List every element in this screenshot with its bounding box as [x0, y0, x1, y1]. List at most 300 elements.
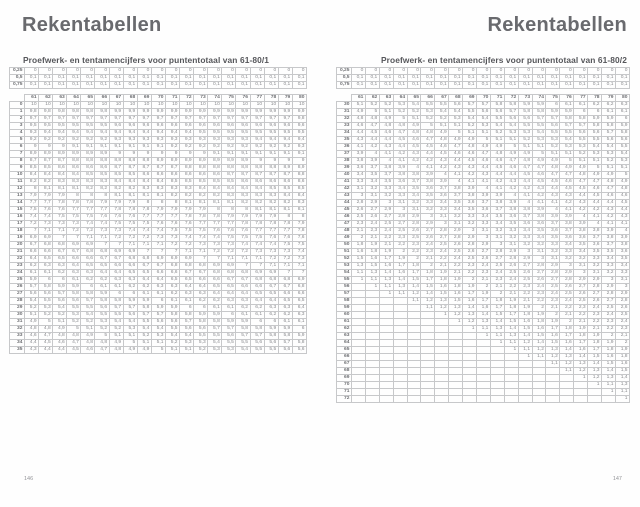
grade-cell: 7,4 — [39, 214, 53, 221]
grade-cell: 7,4 — [123, 228, 137, 235]
grade-cell: 4,4 — [352, 130, 366, 137]
grade-cell: 4,7 — [393, 130, 407, 137]
grade-cell: 3,9 — [560, 214, 574, 221]
grade-cell: 2,3 — [352, 221, 366, 228]
grade-cell: 8,8 — [292, 172, 306, 179]
grade-cell: 0,1 — [222, 75, 236, 82]
table-row — [337, 214, 630, 221]
grade-cell: 4,3 — [532, 186, 546, 193]
grade-cell: 7,8 — [180, 214, 194, 221]
grade-cell: 4,4 — [25, 340, 39, 347]
grade-cell — [532, 396, 546, 403]
grade-cell: 4,5 — [546, 179, 560, 186]
grade-cell: 7 — [137, 249, 151, 256]
grade-cell: 5,4 — [560, 137, 574, 144]
grade-cell: 0,1 — [407, 75, 421, 82]
grade-cell: 5,5 — [109, 312, 123, 319]
grade-cell: 3,7 — [477, 200, 491, 207]
grade-cell: 7,9 — [25, 193, 39, 200]
grade-cell: 3 — [435, 221, 449, 228]
grade-cell: 6,3 — [278, 305, 292, 312]
grade-cell: 5,2 — [194, 347, 208, 354]
grade-cell: 7,9 — [123, 200, 137, 207]
grade-cell: 8,5 — [208, 179, 222, 186]
grade-cell: 7,9 — [236, 214, 250, 221]
grade-cell: 7,8 — [137, 207, 151, 214]
grade-cell: 9,4 — [109, 130, 123, 137]
grade-cell: 0,1 — [278, 75, 292, 82]
grade-cell: 6,8 — [180, 263, 194, 270]
grade-cell: 8,5 — [278, 186, 292, 193]
grade-cell: 9,4 — [95, 130, 109, 137]
grade-cell: 9,2 — [208, 144, 222, 151]
grade-cell: 5 — [39, 319, 53, 326]
row-label: 22 — [10, 256, 25, 263]
grade-cell: 1,1 — [602, 382, 616, 389]
grade-cell: 4,3 — [546, 193, 560, 200]
grade-cell: 2,8 — [352, 200, 366, 207]
column-header: 73 — [518, 95, 532, 102]
row-label: 28 — [10, 298, 25, 305]
grade-cell: 8 — [67, 193, 81, 200]
grade-cell: 4,8 — [379, 123, 393, 130]
grade-cell: 6,5 — [264, 291, 278, 298]
grade-cell: 1,4 — [560, 347, 574, 354]
grade-cell: 7,2 — [180, 242, 194, 249]
grade-cell: 5,6 — [278, 347, 292, 354]
grade-cell: 7 — [194, 256, 208, 263]
grade-cell — [518, 396, 532, 403]
grade-cell: 8,8 — [109, 158, 123, 165]
column-header: 67 — [435, 95, 449, 102]
grade-cell: 6,1 — [109, 284, 123, 291]
grade-cell: 1,5 — [588, 354, 602, 361]
grade-cell: 3,2 — [379, 193, 393, 200]
grade-cell: 3,8 — [602, 235, 616, 242]
grade-cell: 0,1 — [421, 82, 435, 89]
grade-cell: 1,4 — [421, 291, 435, 298]
grade-cell: 0,1 — [292, 75, 306, 82]
grade-cell: 3,1 — [449, 221, 463, 228]
grade-cell: 1,5 — [532, 333, 546, 340]
grade-cell — [560, 382, 574, 389]
grade-cell: 4,9 — [109, 340, 123, 347]
grade-cell: 5,9 — [25, 277, 39, 284]
grade-cell: 6,9 — [292, 277, 306, 284]
grade-cell: 5,1 — [504, 137, 518, 144]
grade-cell: 1,2 — [421, 298, 435, 305]
grade-cell — [490, 375, 504, 382]
grade-cell: 2,9 — [463, 235, 477, 242]
grade-cell: 9,5 — [264, 130, 278, 137]
grade-cell: 9,4 — [180, 130, 194, 137]
grade-cell — [518, 382, 532, 389]
grade-cell: 3,9 — [435, 179, 449, 186]
row-label: 0,5 — [10, 75, 25, 82]
grade-cell — [463, 375, 477, 382]
grade-cell: 0,1 — [137, 82, 151, 89]
grade-cell: 6,1 — [208, 305, 222, 312]
grade-cell: 1,8 — [365, 249, 379, 256]
grade-cell: 7 — [25, 228, 39, 235]
grade-cell: 8 — [25, 186, 39, 193]
grade-cell: 1,4 — [532, 340, 546, 347]
grade-cell: 1,5 — [602, 361, 616, 368]
grade-cell: 2,5 — [393, 228, 407, 235]
row-label: 35 — [10, 347, 25, 354]
grade-cell: 2,6 — [518, 270, 532, 277]
grade-cell: 5,4 — [435, 109, 449, 116]
grade-cell: 9,8 — [25, 109, 39, 116]
grade-cell: 6,6 — [250, 284, 264, 291]
grade-cell: 2,8 — [463, 242, 477, 249]
grade-cell: 4,6 — [615, 193, 629, 200]
grade-cell: 5,2 — [39, 312, 53, 319]
grade-cell — [560, 396, 574, 403]
grade-cell: 7,8 — [53, 200, 67, 207]
grade-cell: 5,8 — [236, 326, 250, 333]
grade-cell: 7,7 — [194, 221, 208, 228]
grade-cell: 6,9 — [165, 256, 179, 263]
grade-cell: 9,2 — [165, 144, 179, 151]
grade-cell: 4,9 — [574, 165, 588, 172]
grade-cell — [463, 361, 477, 368]
grade-cell: 2,5 — [602, 305, 616, 312]
table-row — [337, 75, 630, 82]
row-label: 6 — [10, 144, 25, 151]
row-label: 4 — [10, 130, 25, 137]
grade-cell — [435, 326, 449, 333]
grade-cell: 5,1 — [518, 144, 532, 151]
grade-cell: 4,9 — [490, 144, 504, 151]
grade-cell: 5,1 — [123, 333, 137, 340]
grade-cell: 4,9 — [546, 158, 560, 165]
grade-cell — [463, 354, 477, 361]
row-label: 7 — [10, 151, 25, 158]
grade-cell: 4 — [518, 200, 532, 207]
grade-cell: 8,6 — [264, 179, 278, 186]
grade-cell: 2,4 — [365, 221, 379, 228]
row-label: 29 — [10, 305, 25, 312]
grade-cell — [421, 361, 435, 368]
row-label: 5 — [10, 137, 25, 144]
grade-cell: 6,2 — [208, 298, 222, 305]
grade-cell: 8,2 — [180, 193, 194, 200]
grade-cell: 4,9 — [463, 137, 477, 144]
column-header: 70 — [477, 95, 491, 102]
grade-cell: 4,2 — [463, 172, 477, 179]
grade-cell — [546, 375, 560, 382]
grade-cell: 5,9 — [588, 116, 602, 123]
grade-cell: 9,4 — [151, 130, 165, 137]
grade-cell: 4,9 — [602, 172, 616, 179]
grade-cell: 7,1 — [180, 249, 194, 256]
grade-cell: 7,7 — [95, 207, 109, 214]
grade-cell: 8,3 — [222, 193, 236, 200]
grade-cell: 2,9 — [477, 242, 491, 249]
grade-cell: 5,3 — [588, 151, 602, 158]
row-label: 26 — [10, 284, 25, 291]
row-label: 66 — [337, 354, 352, 361]
grade-cell — [435, 368, 449, 375]
grade-cell: 2,8 — [435, 228, 449, 235]
grade-cell: 3,6 — [477, 207, 491, 214]
grade-cell: 5,3 — [518, 130, 532, 137]
grade-cell: 0 — [39, 68, 53, 75]
grade-cell: 6,8 — [292, 284, 306, 291]
grade-cell: 5,2 — [518, 137, 532, 144]
grade-cell: 8,5 — [264, 186, 278, 193]
grade-cell: 2,2 — [532, 298, 546, 305]
grade-cell: 2,5 — [352, 214, 366, 221]
grade-cell: 9,2 — [250, 144, 264, 151]
grade-cell: 3,6 — [435, 193, 449, 200]
grade-cell: 3 — [615, 284, 629, 291]
grade-cell: 4,1 — [421, 165, 435, 172]
grade-cell: 7,8 — [123, 207, 137, 214]
grade-cell: 2,6 — [574, 291, 588, 298]
page-number: 147 — [612, 476, 622, 482]
grade-cell: 0,1 — [518, 82, 532, 89]
grade-cell: 8,3 — [95, 179, 109, 186]
grade-cell: 8,8 — [222, 165, 236, 172]
grade-cell: 7,1 — [39, 228, 53, 235]
grade-cell: 9 — [250, 158, 264, 165]
grade-cell: 8 — [81, 193, 95, 200]
grade-cell: 8,9 — [165, 158, 179, 165]
grade-cell: 1,4 — [504, 326, 518, 333]
grade-cell: 4,9 — [615, 179, 629, 186]
grade-cell: 3,7 — [546, 221, 560, 228]
grade-cell: 9,7 — [250, 116, 264, 123]
grade-cell: 9 — [165, 151, 179, 158]
grade-cell: 3,8 — [407, 172, 421, 179]
grade-cell: 5,6 — [615, 137, 629, 144]
grade-cell: 3,8 — [463, 193, 477, 200]
grade-cell: 10 — [39, 102, 53, 109]
grade-cell: 3,3 — [602, 263, 616, 270]
grade-cell: 5 — [151, 347, 165, 354]
grade-cell: 5,7 — [236, 333, 250, 340]
grade-cell: 3,6 — [504, 214, 518, 221]
grade-cell: 9,5 — [81, 123, 95, 130]
grade-cell: 2,3 — [615, 326, 629, 333]
table-row — [337, 361, 630, 368]
grade-cell: 5,4 — [81, 312, 95, 319]
grade-cell: 2,3 — [588, 312, 602, 319]
grade-cell — [352, 284, 366, 291]
grade-cell: 5,5 — [546, 130, 560, 137]
grade-cell — [504, 375, 518, 382]
grade-cell: 0,1 — [81, 82, 95, 89]
grade-cell: 0 — [421, 68, 435, 75]
grade-cell: 7,2 — [278, 256, 292, 263]
grade-cell: 6,6 — [292, 291, 306, 298]
grade-cell: 7,2 — [123, 235, 137, 242]
grade-cell: 1,6 — [477, 305, 491, 312]
grade-cell: 8 — [278, 214, 292, 221]
grade-cell: 10 — [137, 102, 151, 109]
grade-cell: 5,9 — [165, 305, 179, 312]
table-subtitle: Proefwerk- en tentamencijfers voor puntentotaal van 61-80/2 — [380, 55, 627, 65]
row-label: 57 — [337, 291, 352, 298]
grade-cell — [532, 368, 546, 375]
grade-cell: 7,1 — [278, 263, 292, 270]
table-row — [337, 368, 630, 375]
grade-cell: 5,4 — [25, 298, 39, 305]
grade-cell: 2,1 — [546, 305, 560, 312]
grade-cell: 2,9 — [574, 277, 588, 284]
grade-cell — [365, 382, 379, 389]
grade-cell: 6,8 — [137, 256, 151, 263]
grade-cell: 2,6 — [504, 263, 518, 270]
grade-cell: 3,4 — [477, 214, 491, 221]
grade-cell: 0,1 — [264, 82, 278, 89]
grade-cell: 8 — [165, 200, 179, 207]
grade-cell: 9,7 — [67, 116, 81, 123]
table-row — [337, 137, 630, 144]
grade-cell: 5,3 — [449, 116, 463, 123]
grade-cell — [490, 389, 504, 396]
grade-cell: 2,2 — [574, 312, 588, 319]
grade-cell: 9,7 — [109, 116, 123, 123]
grade-cell: 3 — [518, 249, 532, 256]
grade-cell: 7,2 — [137, 235, 151, 242]
grade-cell: 3,8 — [504, 207, 518, 214]
row-label: 13 — [10, 193, 25, 200]
grade-cell: 0 — [588, 68, 602, 75]
grade-cell: 6,5 — [180, 277, 194, 284]
grade-cell: 4,6 — [477, 158, 491, 165]
grade-cell: 3,9 — [393, 165, 407, 172]
grade-cell: 0 — [352, 68, 366, 75]
column-header: 61 — [352, 95, 366, 102]
grade-cell: 9,7 — [236, 116, 250, 123]
grade-cell: 5,8 — [490, 102, 504, 109]
grade-cell: 0 — [602, 68, 616, 75]
grade-cell: 2,9 — [588, 277, 602, 284]
grade-cell — [352, 333, 366, 340]
grade-cell: 7,4 — [81, 221, 95, 228]
grade-cell: 6,9 — [67, 242, 81, 249]
column-header: 64 — [67, 95, 81, 102]
grade-cell: 2,6 — [615, 305, 629, 312]
grade-cell: 8,7 — [137, 165, 151, 172]
grade-cell: 1,8 — [615, 354, 629, 361]
grade-cell: 3 — [352, 193, 366, 200]
grade-cell: 5 — [421, 123, 435, 130]
grade-cell: 8,6 — [250, 179, 264, 186]
grade-cell — [352, 375, 366, 382]
grade-cell: 1,1 — [477, 326, 491, 333]
grade-cell: 5,7 — [250, 333, 264, 340]
grade-cell: 4,7 — [602, 186, 616, 193]
grade-cell: 4,6 — [449, 151, 463, 158]
grade-cell: 6,2 — [95, 277, 109, 284]
grade-cell: 6,3 — [39, 263, 53, 270]
grade-cell: 3,4 — [518, 228, 532, 235]
grade-cell: 4,8 — [67, 333, 81, 340]
table-row — [337, 82, 630, 89]
grade-cell: 9,2 — [194, 144, 208, 151]
grade-cell: 4,3 — [602, 207, 616, 214]
grade-cell — [407, 305, 421, 312]
grade-cell: 3,3 — [546, 242, 560, 249]
grade-cell: 4,8 — [574, 172, 588, 179]
grade-cell: 5,4 — [532, 130, 546, 137]
row-label: 41 — [337, 179, 352, 186]
grade-cell: 1,1 — [407, 298, 421, 305]
grade-cell — [421, 396, 435, 403]
grade-cell: 4,7 — [588, 179, 602, 186]
grade-cell: 9,9 — [278, 109, 292, 116]
grade-cell: 0,1 — [602, 82, 616, 89]
grade-cell: 3 — [574, 270, 588, 277]
grade-cell: 3,3 — [560, 249, 574, 256]
grade-cell: 5,8 — [194, 319, 208, 326]
grade-cell: 5,6 — [180, 326, 194, 333]
grade-cell: 1,6 — [560, 340, 574, 347]
grade-cell — [463, 389, 477, 396]
grade-cell: 4,8 — [490, 151, 504, 158]
grade-cell: 1 — [379, 291, 393, 298]
grade-cell: 2 — [477, 284, 491, 291]
grade-cell: 6,5 — [292, 298, 306, 305]
grade-cell: 5,7 — [560, 123, 574, 130]
row-label: 60 — [337, 312, 352, 319]
grade-cell: 6,1 — [25, 270, 39, 277]
grade-cell: 7,2 — [236, 249, 250, 256]
grade-cell: 4,8 — [81, 340, 95, 347]
grade-cell: 4,5 — [588, 193, 602, 200]
grade-cell: 6,1 — [602, 109, 616, 116]
grade-cell: 7,3 — [208, 242, 222, 249]
grade-cell: 0,1 — [95, 75, 109, 82]
grade-cell: 5,7 — [532, 116, 546, 123]
grade-cell: 6 — [264, 319, 278, 326]
grade-cell: 8,2 — [264, 200, 278, 207]
grade-cell: 5,1 — [407, 116, 421, 123]
grade-cell: 2,8 — [615, 298, 629, 305]
grade-cell: 5,4 — [615, 151, 629, 158]
grade-cell: 3,4 — [449, 207, 463, 214]
grade-cell: 8,6 — [194, 172, 208, 179]
grade-cell: 5,1 — [81, 326, 95, 333]
grade-cell: 1,2 — [518, 340, 532, 347]
grade-cell: 3,4 — [365, 179, 379, 186]
grade-cell: 8 — [222, 207, 236, 214]
grade-cell: 4,5 — [463, 158, 477, 165]
grade-cell — [407, 368, 421, 375]
grade-cell: 6,9 — [151, 256, 165, 263]
grade-cell: 10 — [194, 102, 208, 109]
grade-cell: 6,4 — [151, 277, 165, 284]
grade-cell: 4 — [477, 186, 491, 193]
grade-cell — [546, 396, 560, 403]
grade-cell: 8,9 — [151, 158, 165, 165]
grade-cell: 5,5 — [435, 102, 449, 109]
grade-cell: 4,5 — [393, 137, 407, 144]
grade-cell: 0 — [379, 68, 393, 75]
grade-cell: 1,9 — [532, 312, 546, 319]
grade-cell: 5,2 — [407, 109, 421, 116]
grade-cell — [393, 319, 407, 326]
grade-cell: 6,5 — [53, 256, 67, 263]
grade-cell: 7,3 — [53, 221, 67, 228]
grade-cell: 2 — [532, 305, 546, 312]
grade-cell: 8,4 — [39, 172, 53, 179]
grade-cell: 8,7 — [222, 172, 236, 179]
